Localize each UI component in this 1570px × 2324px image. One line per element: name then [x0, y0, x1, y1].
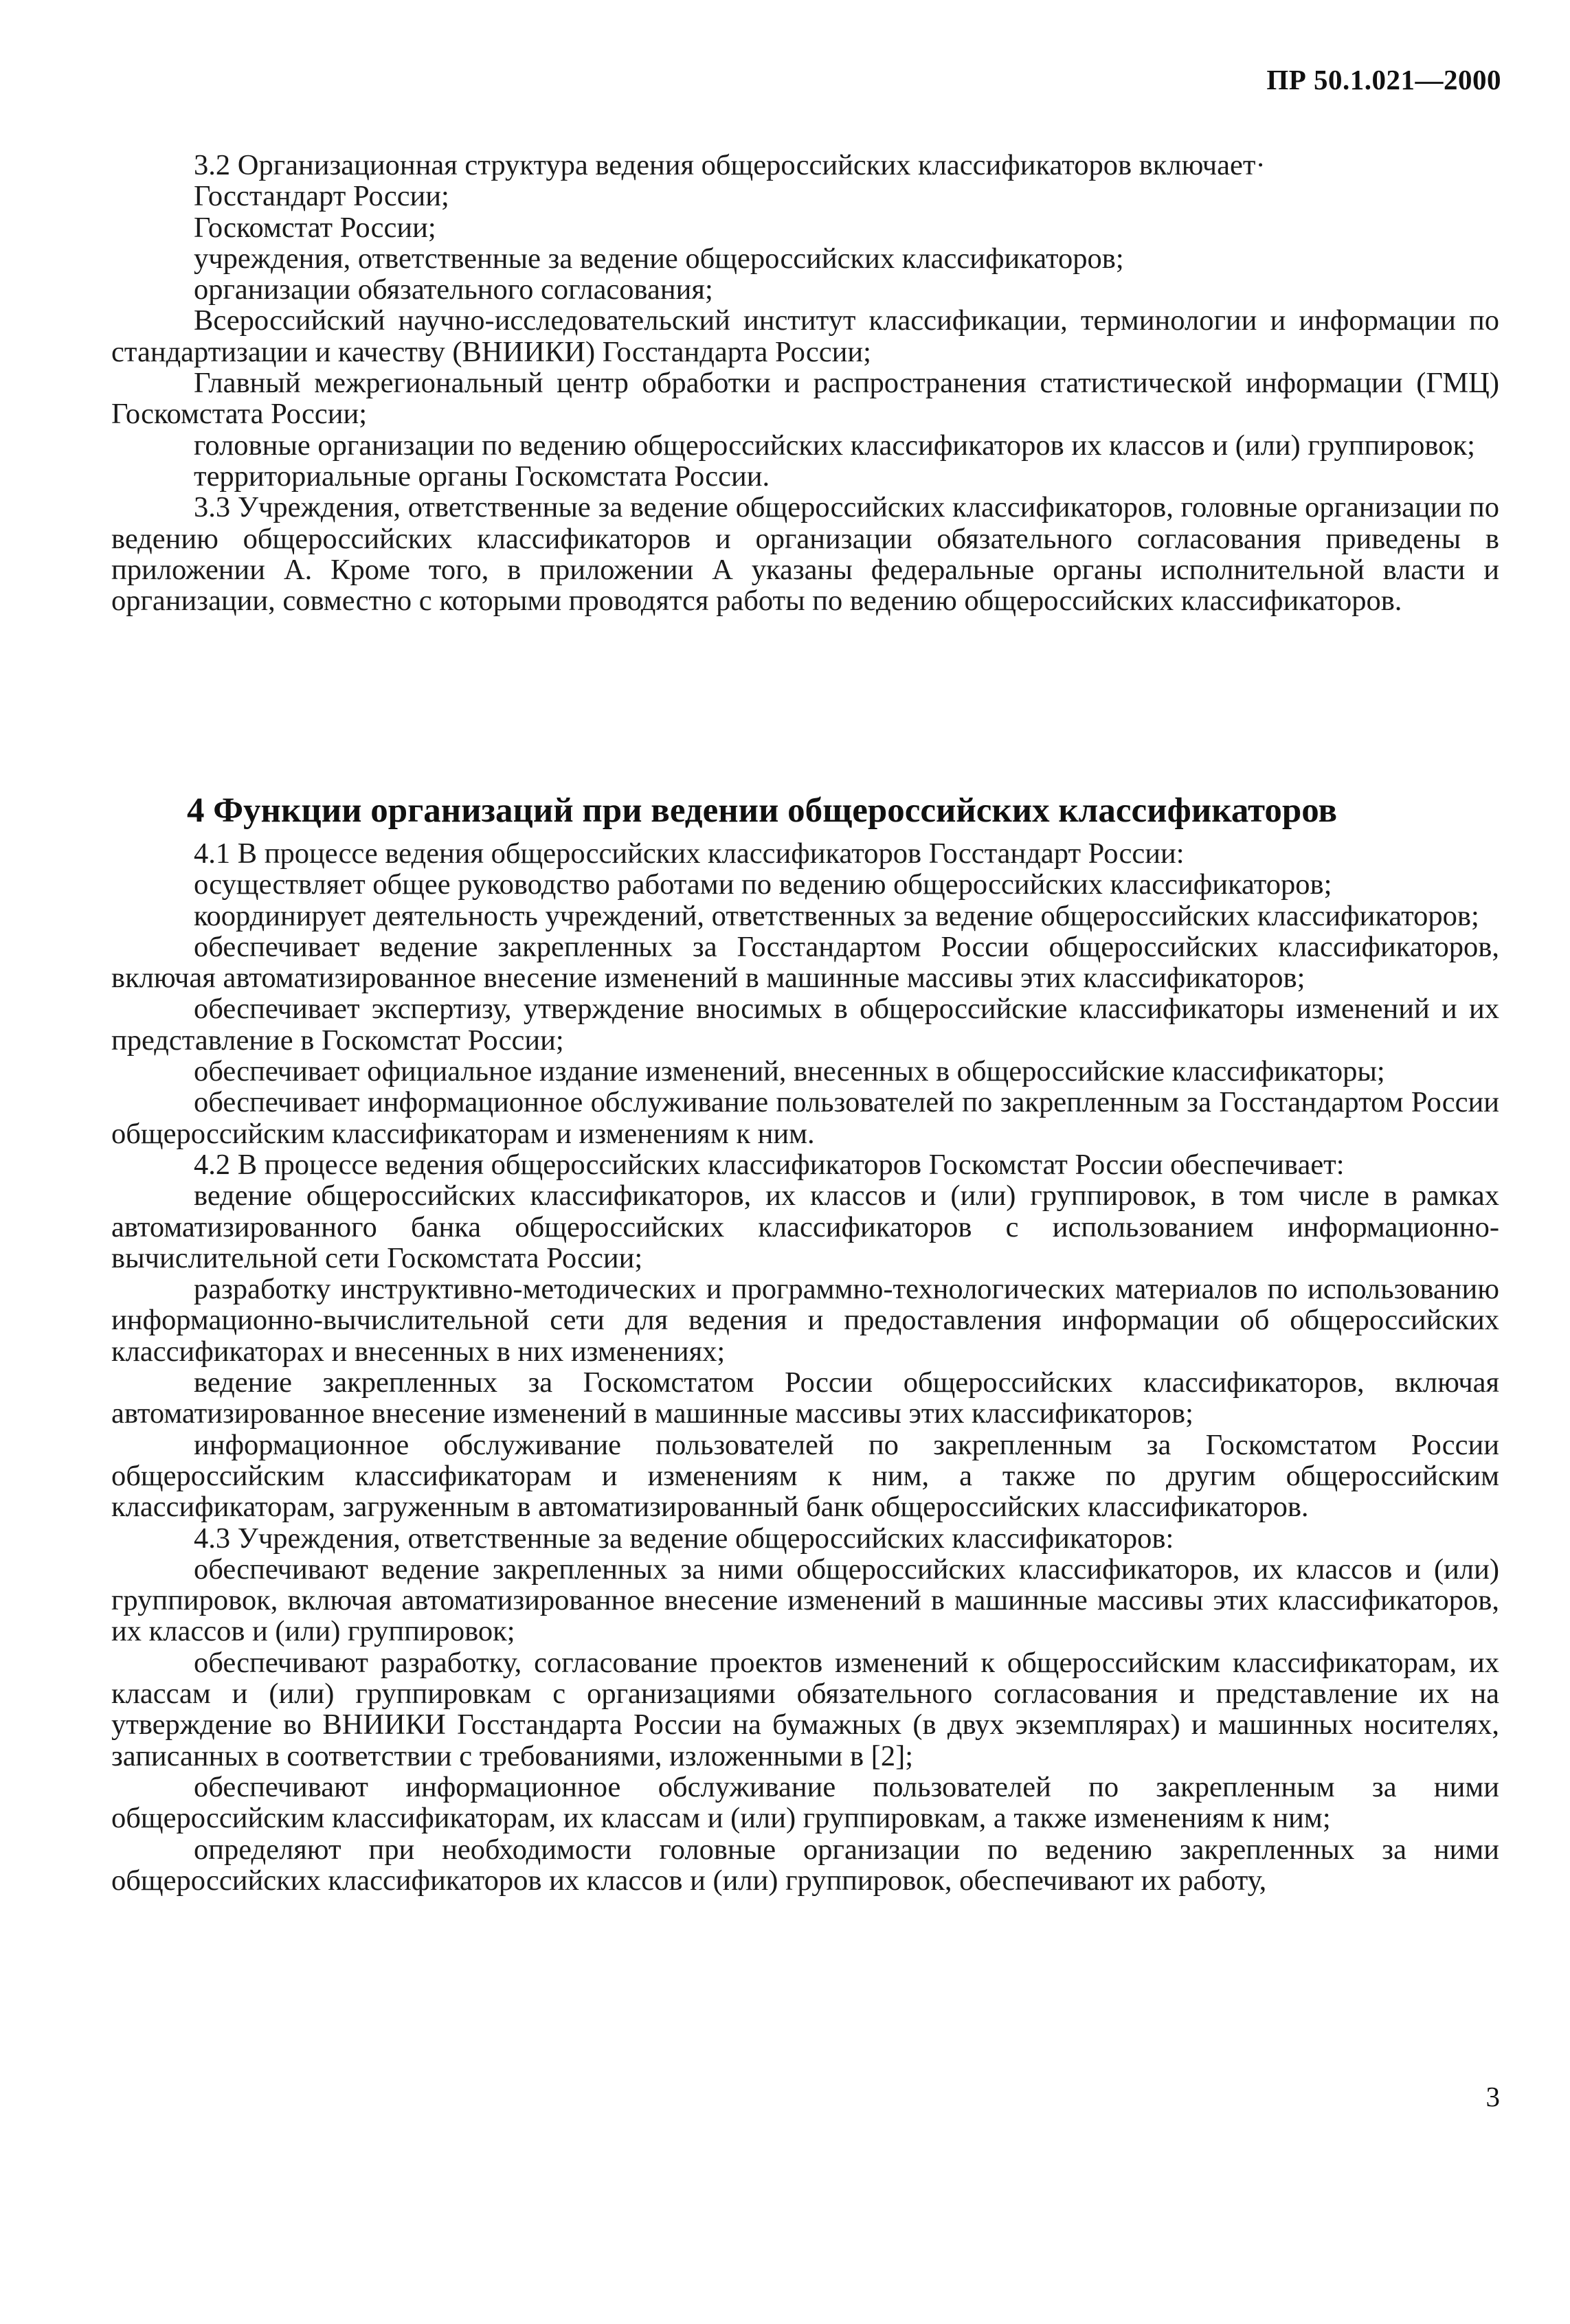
list-item: территориальные органы Госкомстата России.	[194, 460, 770, 493]
list-item: Госкомстат России;	[194, 211, 436, 244]
list-item: ведение общероссийских классификаторов, их классов и (или) группировок, в том числе в рамках автоматизированного банка общероссийских классификаторов с использованием информационно-вычислительной сети Госкомстата России;	[111, 1180, 1499, 1274]
list-item: определяют при необходимости головные организации по ведению закрепленных за ними общероссийских классификаторов их классов и (или) группировок, обеспечивают их работу,	[111, 1833, 1499, 1897]
list-item: осуществляет общее руководство работами по ведению общероссийских классификаторов;	[194, 868, 1332, 901]
document-code: ПР 50.1.021—2000	[1266, 64, 1501, 95]
list-item: обеспечивают разработку, согласование проектов изменений к общероссийским классификаторам, их классам и (или) группировкам с организациями обязательного согласования и представление их на утверждение во ВНИИКИ Госстандарта России на бумажных (в двух экземплярах) и машинных носителях, записанных в соответствии с требованиями, изложенными в [2];	[111, 1646, 1499, 1772]
list-item: учреждения, ответственные за ведение общероссийских классификаторов;	[194, 242, 1124, 275]
list-item: разработку инструктивно-методических и программно-технологических материалов по использованию информационно-вычислительной сети для ведения и предоставления информации об общероссийских классификаторах и внесенных в них изменениях;	[111, 1273, 1499, 1368]
page-number: 3	[1485, 2081, 1500, 2112]
list-item: обеспечивает официальное издание изменений, внесенных в общероссийские классификаторы;	[194, 1055, 1385, 1088]
section-4-body	[111, 838, 1499, 1896]
paragraph: 4.1 В процессе ведения общероссийских классификаторов Госстандарт России:	[194, 837, 1185, 870]
list-item: обеспечивают ведение закрепленных за ними общероссийских классификаторов, их классов и (или) группировок, включая автоматизированное внесение изменений в машинные массивы этих классификаторов, их классов и (или) группировок;	[111, 1553, 1499, 1648]
list-item: информационное обслуживание пользователей по закрепленным за Госкомстатом России общероссийским классификаторам и изменениям к ним, а также по другим общероссийским классификаторам, загруженным в автоматизированный банк общероссийских классификаторов.	[111, 1428, 1499, 1524]
list-item: головные организации по ведению общероссийских классификаторов их классов и (или) группировок;	[194, 429, 1475, 462]
list-item: обеспечивает экспертизу, утверждение вносимых в общероссийские классификаторы изменений и их представление в Госкомстат России;	[111, 993, 1499, 1057]
list-item: обеспечивает информационное обслуживание пользователей по закрепленным за Госстандартом России общероссийским классификаторам и изменениям к ним.	[111, 1086, 1499, 1150]
list-item: Главный межрегиональный центр обработки и распространения статистической информации (ГМЦ) Госкомстата России;	[111, 367, 1499, 431]
list-item: Госстандарт России;	[194, 180, 449, 213]
list-item: координирует деятельность учреждений, ответственных за ведение общероссийских классификаторов;	[194, 899, 1479, 932]
section-4-heading: 4 Функции организаций при ведении общероссийских классификаторов	[187, 791, 1338, 831]
paragraph: 4.3 Учреждения, ответственные за ведение общероссийских классификаторов:	[194, 1522, 1174, 1555]
paragraph: 3.3 Учреждения, ответственные за ведение общероссийских классификаторов, головные организации по ведению общероссийских классификаторов и организации обязательного согласования приведены в приложении А. Кроме того, в приложении А указаны федеральные органы исполнительной власти и организации, совместно с которыми проводятся работы по ведению общероссийских классификаторов.	[111, 491, 1499, 618]
list-item: обеспечивают информационное обслуживание пользователей по закрепленным за ними общероссийским классификаторам, их классам и (или) группировкам, а также изменениям к ним;	[111, 1770, 1499, 1835]
section-3-continuation	[111, 150, 1499, 616]
paragraph: 3.2 Организационная структура ведения общероссийских классификаторов включает·	[194, 149, 1266, 181]
list-item: Всероссийский научно-исследовательский институт классификации, терминологии и информации по стандартизации и качеству (ВНИИКИ) Госстандарта России;	[111, 304, 1499, 368]
paragraph: 4.2 В процессе ведения общероссийских классификаторов Госкомстат России обеспечивает:	[194, 1148, 1345, 1181]
list-item: обеспечивает ведение закрепленных за Госстандартом России общероссийских классификаторов, включая автоматизированное внесение изменений в машинные массивы этих классификаторов;	[111, 930, 1499, 995]
list-item: организации обязательного согласования;	[194, 273, 713, 306]
list-item: ведение закрепленных за Госкомстатом России общероссийских классификаторов, включая автоматизированное внесение изменений в машинные массивы этих классификаторов;	[111, 1366, 1499, 1430]
